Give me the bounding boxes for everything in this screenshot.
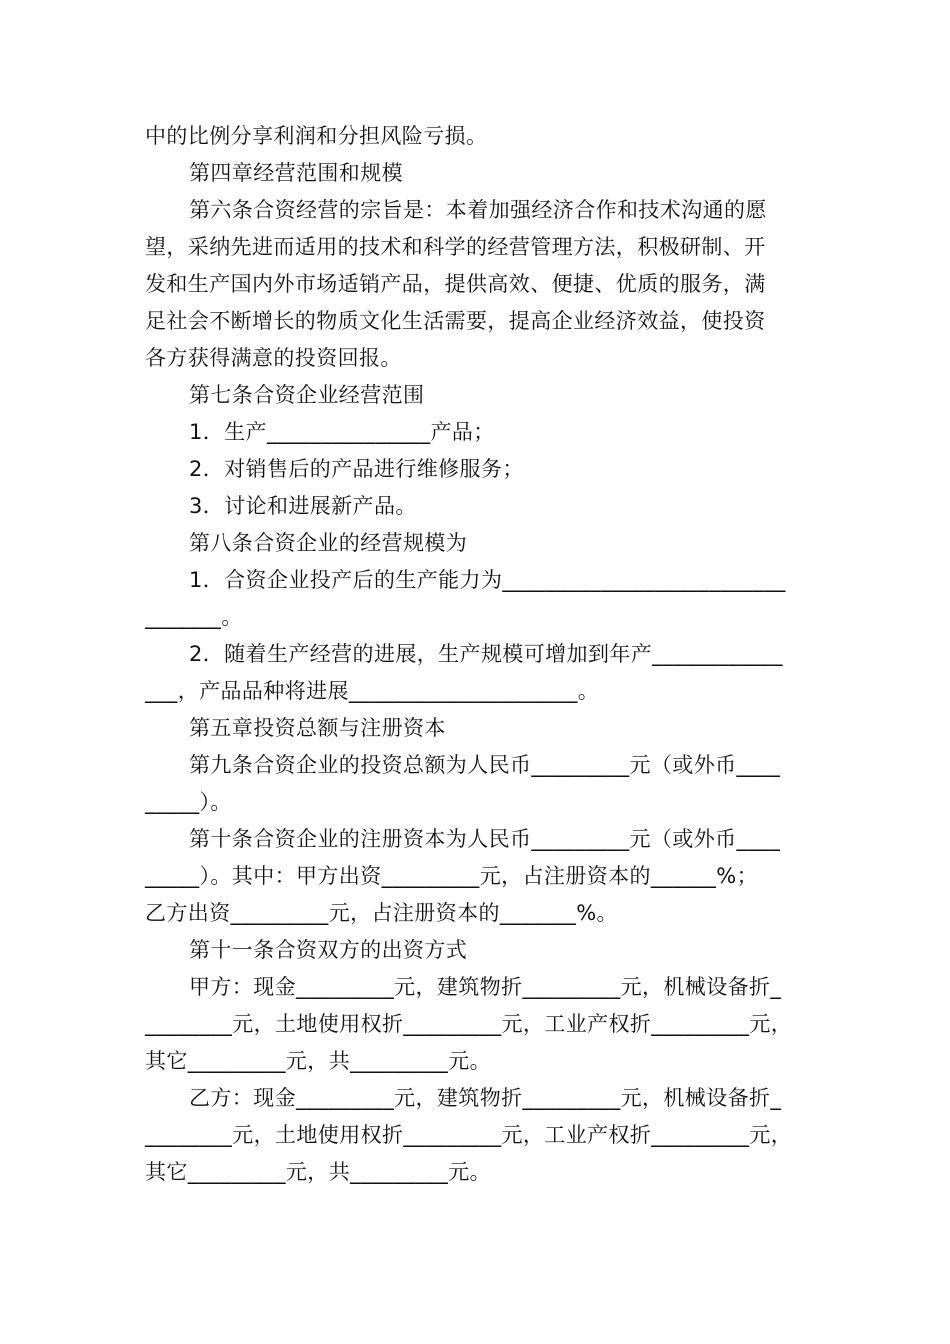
document-body bbox=[145, 118, 815, 1191]
article-paragraph: 第六条合资经营的宗旨是：本着加强经济合作和技术沟通的愿 bbox=[189, 198, 767, 222]
text-line: ________元，土地使用权折_________元，工业产权折_________元， bbox=[145, 1012, 793, 1036]
list-item: 2．对销售后的产品进行维修服务； bbox=[189, 457, 524, 481]
party-a-contribution: 甲方：现金_________元，建筑物折_________元，机械设备折_ bbox=[189, 975, 782, 999]
chapter-heading: 第四章经营范围和规模 bbox=[189, 161, 403, 185]
text-line: _____）。其中：甲方出资_________元，占注册资本的______%； bbox=[145, 864, 759, 888]
text-line: _______。 bbox=[145, 605, 243, 629]
article-heading: 第十一条合资双方的出资方式 bbox=[189, 938, 468, 962]
text-line: 足社会不断增长的物质文化生活需要，提高企业经济效益，使投资 bbox=[145, 309, 766, 333]
text-line: 各方获得满意的投资回报。 bbox=[145, 346, 402, 370]
party-b-contribution: 乙方：现金_________元，建筑物折_________元，机械设备折_ bbox=[189, 1086, 782, 1110]
article-heading: 第七条合资企业经营范围 bbox=[189, 383, 425, 407]
text-line: 其它_________元，共_________元。 bbox=[145, 1160, 491, 1184]
article-heading: 第八条合资企业的经营规模为 bbox=[189, 531, 468, 555]
article-paragraph: 第十条合资企业的注册资本为人民币_________元（或外币____ bbox=[189, 827, 781, 851]
chapter-heading: 第五章投资总额与注册资本 bbox=[189, 716, 446, 740]
text-line: 发和生产国内外市场适销产品，提供高效、便捷、优质的服务，满 bbox=[145, 272, 766, 296]
text-line: _____）。 bbox=[145, 790, 232, 814]
list-item: 1．合资企业投产后的生产能力为__________________________ bbox=[189, 568, 786, 592]
list-item: 1．生产_______________产品； bbox=[189, 420, 495, 444]
text-line: 乙方出资_________元，占注册资本的_______%。 bbox=[145, 901, 618, 925]
article-paragraph: 第九条合资企业的投资总额为人民币_________元（或外币____ bbox=[189, 753, 781, 777]
text-line: 中的比例分享利润和分担风险亏损。 bbox=[145, 124, 488, 148]
text-line: ________元，土地使用权折_________元，工业产权折_________元， bbox=[145, 1123, 793, 1147]
list-item: 2．随着生产经营的进展，生产规模可增加到年产____________ bbox=[189, 642, 783, 666]
list-item: 3．讨论和进展新产品。 bbox=[189, 494, 417, 518]
text-line: 望，采纳先进而适用的技术和科学的经营管理方法，积极研制、开 bbox=[145, 235, 766, 259]
text-line: 其它_________元，共_________元。 bbox=[145, 1049, 491, 1073]
text-line: ___，产品品种将进展_____________________。 bbox=[145, 679, 600, 703]
